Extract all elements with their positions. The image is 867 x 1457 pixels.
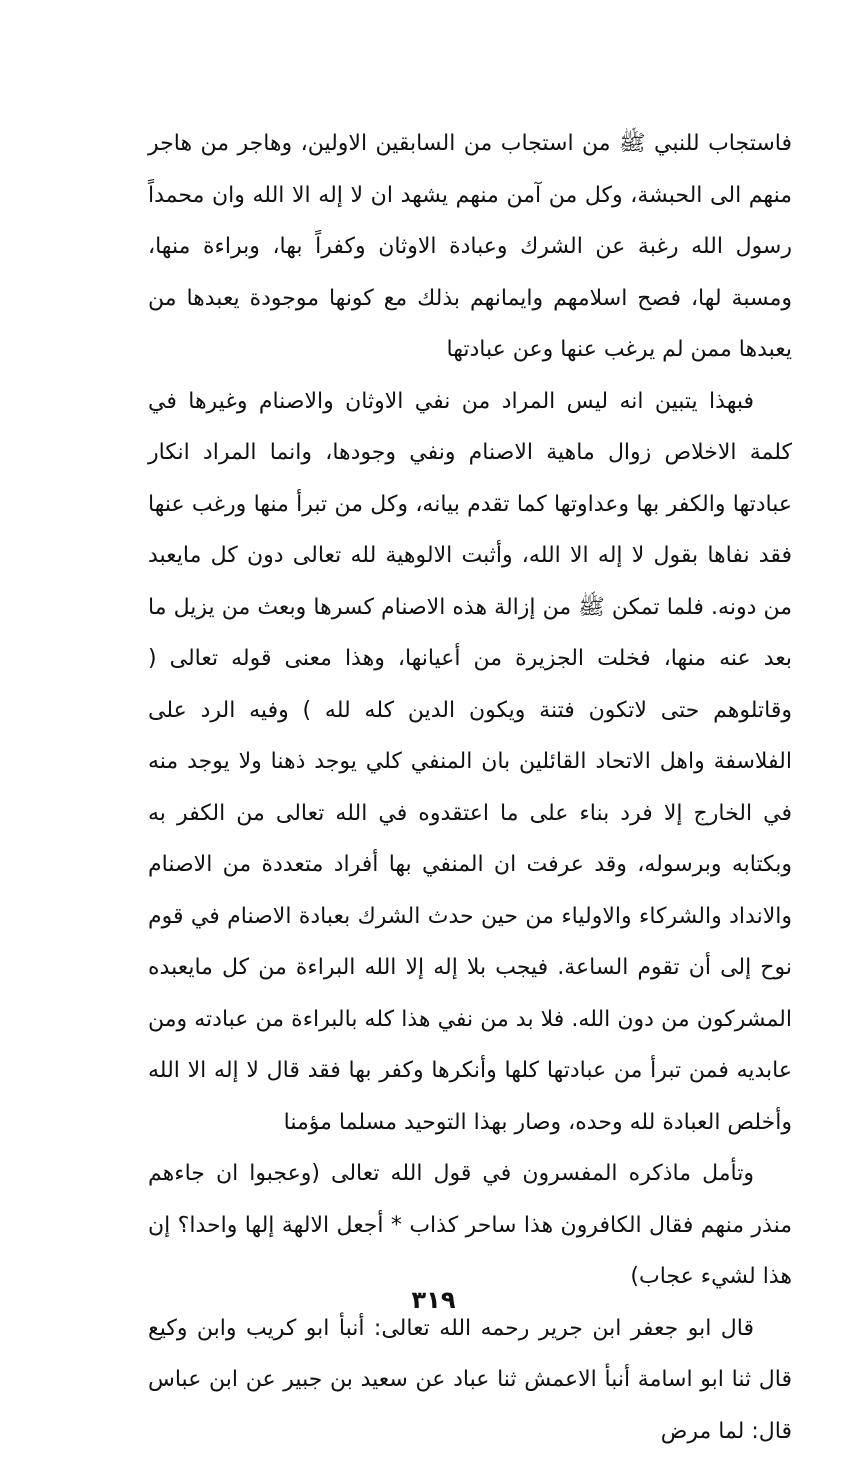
body-text [148,118,792,1457]
paragraph-2: فبهذا يتبين انه ليس المراد من نفي الاوثان والاصنام وغيرها في كلمة الاخلاص زوال ماهية الاصنام ونفي وجودها، وانما المراد انكار عبادتها والكفر بها وعداوتها كما تقدم بيانه، وكل من تبرأ منها ورغب عنها فقد نفاها بقول لا إله الا الله، وأثبت الالوهية لله تعالى دون كل مايعبد من دونه. فلما تمكن ﷺ من إزالة هذه الاصنام كسرها وبعث من يزيل ما بعد عنه منها، فخلت الجزيرة من أعيانها، وهذا معنى قوله تعالى ( وقاتلوهم حتى لاتكون فتنة ويكون الدين كله لله ) وفيه الرد على الفلاسفة واهل الاتحاد القائلين بان المنفي كلي يوجد ذهنا ولا يوجد منه في الخارج إلا فرد بناء على ما اعتقدوه في الله تعالى من الكفر به وبكتابه وبرسوله، وقد عرفت ان المنفي بها أفراد متعددة من الاصنام والانداد والشركاء والاولياء من حين حدث الشرك بعبادة الاصنام في قوم نوح إلى أن تقوم الساعة. فيجب بلا إله إلا الله البراءة من كل مايعبده المشركون من دون الله. فلا بد من نفي هذا كله بالبراءة من عبادته ومن عابديه فمن تبرأ من عبادتها كلها وأنكرها وكفر بها فقد قال لا إله الا الله وأخلص العبادة لله وحده، وصار بهذا التوحيد مسلما مؤمنا [148,376,792,1149]
paragraph-3: وتأمل ماذكره المفسرون في قول الله تعالى (وعجبوا ان جاءهم منذر منهم فقال الكافرون هذا ساحر كذاب * أجعل الالهة إلها واحدا؟ إن هذا لشيء عجاب) [148,1148,792,1303]
paragraph-1: فاستجاب للنبي ﷺ من استجاب من السابقين الاولين، وهاجر من هاجر منهم الى الحبشة، وكل من آمن منهم يشهد ان لا إله الا الله وان محمداً رسول الله رغبة عن الشرك وعبادة الاوثان وكفراً بها، وبراءة منها، ومسبة لها، فصح اسلامهم وايمانهم بذلك مع كونها موجودة يعبدها من يعبدها ممن لم يرغب عنها وعن عبادتها [148,118,792,376]
paragraph-4: قال ابو جعفر ابن جرير رحمه الله تعالى: أنبأ ابو كريب وابن وكيع قال ثنا ابو اسامة أنبأ الاعمش ثنا عباد عن سعيد بن جبير عن ابن عباس قال: لما مرض [148,1303,792,1457]
page-number: ٣١٩ [0,1286,867,1314]
